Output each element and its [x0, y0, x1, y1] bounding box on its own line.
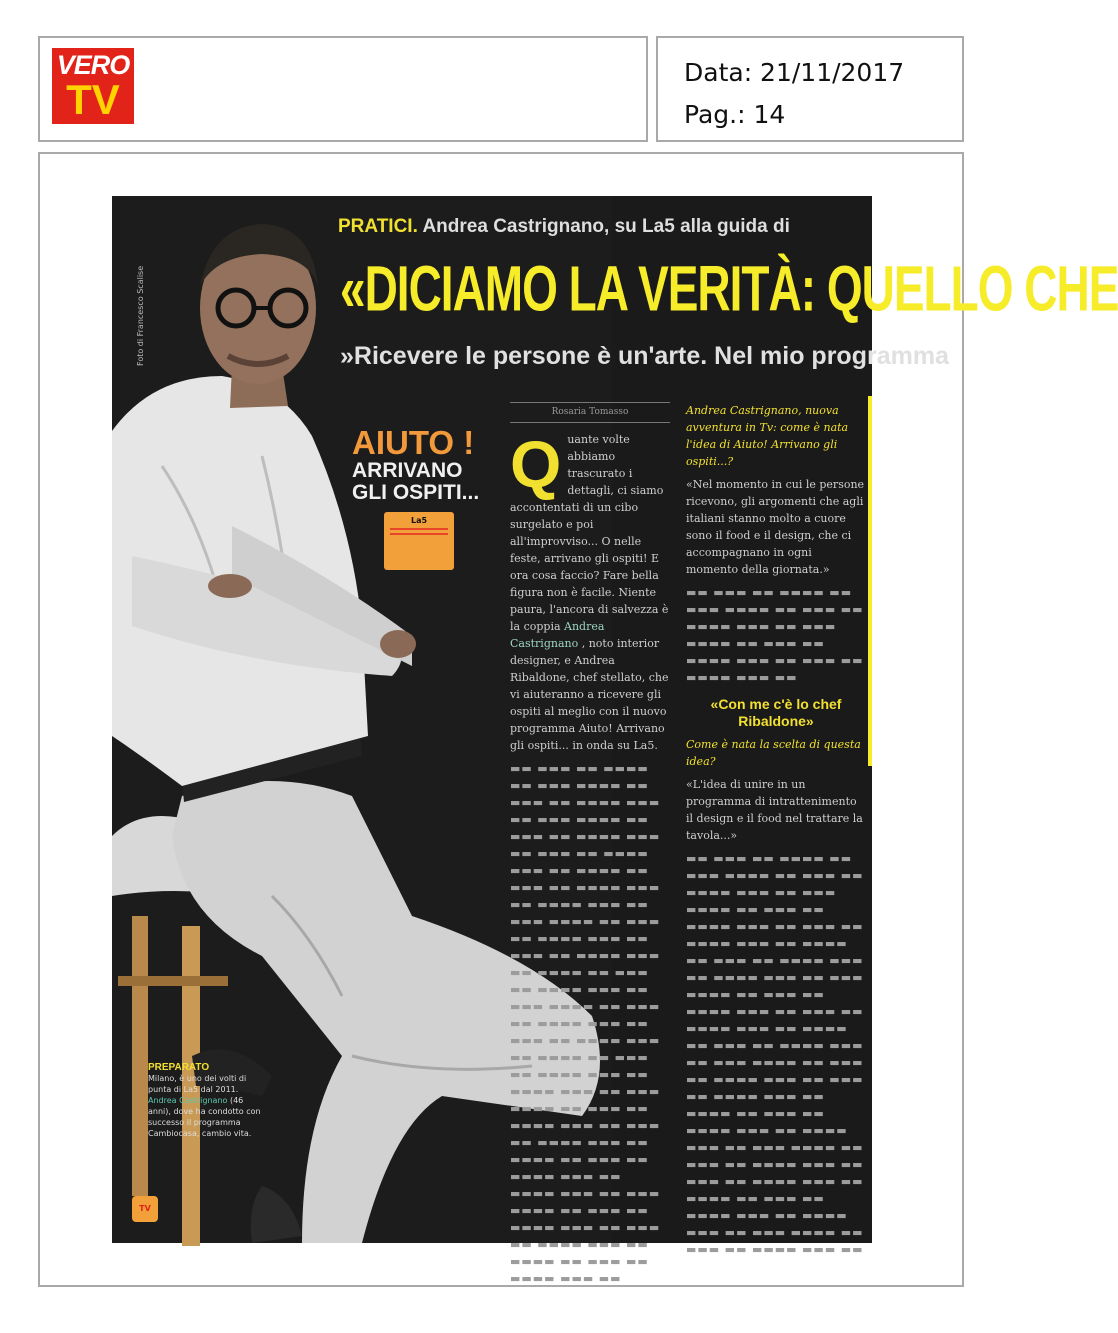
verotv-mini-logo: TV [132, 1196, 158, 1222]
kicker-label: PRATICI. [338, 216, 418, 237]
article-text-1: uante volte abbiamo trascurato i dettagli, ci siamo accontentati di un cibo surgelato e poi all'improvviso... O nelle feste, arrivano gli ospiti! E ora cosa faccio? Fare bella figura non è facile. Niente paura, l'ancora di salvezza è la coppia [510, 433, 669, 633]
caption-name: Andrea Castrignano [148, 1096, 228, 1105]
logo-bottom-text: TV [66, 76, 120, 123]
publication-date: Data: 21/11/2017 [684, 58, 905, 87]
interview-answer-2: «L'idea di unire in un programma di intrattenimento il design e il food nel trattare la tavola...» [686, 778, 863, 842]
article-highlight-name: Andrea Castrignano [510, 620, 605, 650]
accent-bar [868, 396, 872, 766]
section-subhead: «Con me c'è lo chef Ribaldone» [710, 696, 842, 729]
page-number: Pag.: 14 [684, 100, 786, 129]
show-title-main: AIUTO ! [352, 424, 475, 461]
show-title-sub: ARRIVANO GLI OSPITI... [352, 459, 480, 504]
caption-title: PREPARATO [148, 1062, 210, 1073]
header-logo-panel [38, 36, 648, 142]
subheadline: »Ricevere le persone è un'arte. Nel mio programma [340, 342, 949, 370]
article-column-2: Andrea Castrignano, nuova avventura in Tv: come è nata l'idea di Aiuto! Arrivano gli ospiti...? «Nel momento in cui le persone ricevono, gli argomenti che agli italiani stanno molto a cuore sono il food e il design, che ci accompagnano in ogni momento della giornata.» ▬▬ ▬▬▬ ▬▬ ▬▬▬▬ ▬▬ ▬▬▬ ▬▬▬▬ ▬▬ ▬▬▬ ▬▬ ▬▬▬▬ ▬▬▬ ▬▬ ▬▬▬ ▬▬▬▬ ▬▬ ▬▬▬ ▬▬ ▬▬▬▬ ▬▬▬ ▬▬ ▬▬▬ ▬▬ ▬▬▬▬ ▬▬▬ ▬▬ «Con me c'è lo chef Ribaldone» Come è nata la scelta di questa idea? «L'idea di unire in un programma di intrattenimento il design e il food nel trattare la tavola...» ▬▬ ▬▬▬ ▬▬ ▬▬▬▬ ▬▬ ▬▬▬ ▬▬▬▬ ▬▬ ▬▬▬ ▬▬ ▬▬▬▬ ▬▬▬ ▬▬ ▬▬▬ ▬▬▬▬ ▬▬ ▬▬▬ ▬▬ ▬▬▬▬ ▬▬▬ ▬▬ ▬▬▬ ▬▬ ▬▬▬▬ ▬▬▬ ▬▬ ▬▬▬▬ ▬▬ ▬▬▬ ▬▬ ▬▬▬▬ ▬▬▬ ▬▬ ▬▬▬▬ ▬▬▬ ▬▬ ▬▬▬ ▬▬▬▬ ▬▬ ▬▬▬ ▬▬ ▬▬▬▬ ▬▬▬ ▬▬ ▬▬▬ ▬▬ ▬▬▬▬ ▬▬▬ ▬▬ ▬▬▬▬ ▬▬ ▬▬▬ ▬▬ ▬▬▬▬ ▬▬▬ ▬▬ ▬▬▬ ▬▬▬▬ ▬▬ ▬▬▬ ▬▬ ▬▬▬▬ ▬▬▬ ▬▬ ▬▬▬ ▬▬ ▬▬▬▬ ▬▬▬ ▬▬ ▬▬▬▬ ▬▬ ▬▬▬ ▬▬ ▬▬▬▬ ▬▬▬ ▬▬ ▬▬▬▬ ▬▬▬ ▬▬ ▬▬▬ ▬▬▬▬ ▬▬ ▬▬▬ ▬▬ ▬▬▬▬ ▬▬▬ ▬▬ ▬▬▬ ▬▬ ▬▬▬▬ ▬▬▬ ▬▬ ▬▬▬▬ ▬▬ ▬▬▬ ▬▬ ▬▬▬▬ ▬▬▬ ▬▬ ▬▬▬▬ ▬▬▬ ▬▬ ▬▬▬ ▬▬▬▬ ▬▬ ▬▬▬ ▬▬ ▬▬▬▬ ▬▬▬ ▬▬ [686, 404, 865, 1256]
magazine-page [112, 196, 1118, 1285]
channel-badge [384, 512, 454, 570]
article-text-2: , noto interior designer, e Andrea Ribaldone, chef stellato, che vi aiuteranno a ricevere gli ospiti al meglio con il nuovo programma Aiuto! Arrivano gli ospiti... in onda su La5. [510, 637, 669, 752]
photo-credit: Foto di Francesco Scalise [136, 265, 145, 366]
caption-text: Milano, è uno dei volti di punta di La5 dal 2011. [148, 1074, 247, 1094]
logo-top-text: VERO [56, 50, 130, 80]
interview-question-1: Andrea Castrignano, nuova avventura in Tv: come è nata l'idea di Aiuto! Arrivano gli ospiti...? [686, 404, 849, 468]
verotv-logo [52, 48, 134, 124]
article-column-1: Rosaria Tomasso Q uante volte abbiamo trascurato i dettagli, ci siamo accontentati di un cibo surgelato e poi all'improvviso... O nelle feste, arrivano gli ospiti! E ora cosa faccio? Fare bella figura non è facile. Niente paura, l'ancora di salvezza è la coppia Andrea Castrignano , noto interior designer, e Andrea Ribaldone, chef stellato, che vi aiuteranno a ricevere gli ospiti al meglio con il nuovo programma Aiuto! Arrivano gli ospiti... in onda su La5. ▬▬ ▬▬▬ ▬▬ ▬▬▬▬ ▬▬ ▬▬▬ ▬▬▬▬ ▬▬ ▬▬▬ ▬▬ ▬▬▬▬ ▬▬▬ ▬▬ ▬▬▬ ▬▬▬▬ ▬▬ ▬▬▬ ▬▬ ▬▬▬▬ ▬▬▬ ▬▬ ▬▬▬ ▬▬ ▬▬▬▬ ▬▬▬ ▬▬ ▬▬▬▬ ▬▬ ▬▬▬ ▬▬ ▬▬▬▬ ▬▬▬ ▬▬ ▬▬▬▬ ▬▬▬ ▬▬ ▬▬▬ ▬▬▬▬ ▬▬ ▬▬▬ ▬▬ ▬▬▬▬ ▬▬▬ ▬▬ ▬▬▬ ▬▬ ▬▬▬▬ ▬▬▬ ▬▬ ▬▬▬▬ ▬▬ ▬▬▬ ▬▬ ▬▬▬▬ ▬▬▬ ▬▬ ▬▬▬ ▬▬▬▬ ▬▬ ▬▬▬ ▬▬ ▬▬▬▬ ▬▬▬ ▬▬ ▬▬▬ ▬▬ ▬▬▬▬ ▬▬▬ ▬▬ ▬▬▬▬ ▬▬ ▬▬▬ ▬▬ ▬▬▬▬ ▬▬▬ ▬▬ ▬▬▬▬ ▬▬▬ ▬▬ ▬▬▬ ▬▬▬▬ ▬▬ ▬▬▬ ▬▬ ▬▬▬▬ ▬▬▬ ▬▬ ▬▬▬ ▬▬ ▬▬▬▬ ▬▬▬ ▬▬ ▬▬▬▬ ▬▬ ▬▬▬ ▬▬ ▬▬▬▬ ▬▬▬ ▬▬ ▬▬▬▬ ▬▬▬ ▬▬ ▬▬▬ ▬▬▬▬ ▬▬ ▬▬▬ ▬▬ ▬▬▬▬ ▬▬▬ ▬▬ ▬▬▬ ▬▬ ▬▬▬▬ ▬▬▬ ▬▬ ▬▬▬▬ ▬▬ ▬▬▬ ▬▬ ▬▬▬▬ ▬▬▬ ▬▬ [510, 402, 670, 1287]
header-meta-panel [656, 36, 964, 142]
channel-badge-text: La5 [410, 516, 428, 525]
dropcap: Q [510, 427, 562, 501]
interview-answer-1: «Nel momento in cui le persone ricevono, gli argomenti che agli italiani stanno molto a cuore sono il food e il design, che ci accompagnano in ogni momento della giornata.» [686, 478, 865, 576]
caption-text-2: (46 anni), dove ha condotto con successo il programma Cambiocasa, cambio vita. [148, 1096, 261, 1138]
interview-question-2: Come è nata la scelta di questa idea? [686, 738, 861, 768]
byline: Rosaria Tomasso [510, 402, 670, 423]
kicker-text: Andrea Castrignano, su La5 alla guida di [422, 216, 790, 237]
headline: «DICIAMO LA VERITÀ: QUELLO CHE [340, 251, 1118, 325]
photo-caption [148, 1062, 268, 1139]
